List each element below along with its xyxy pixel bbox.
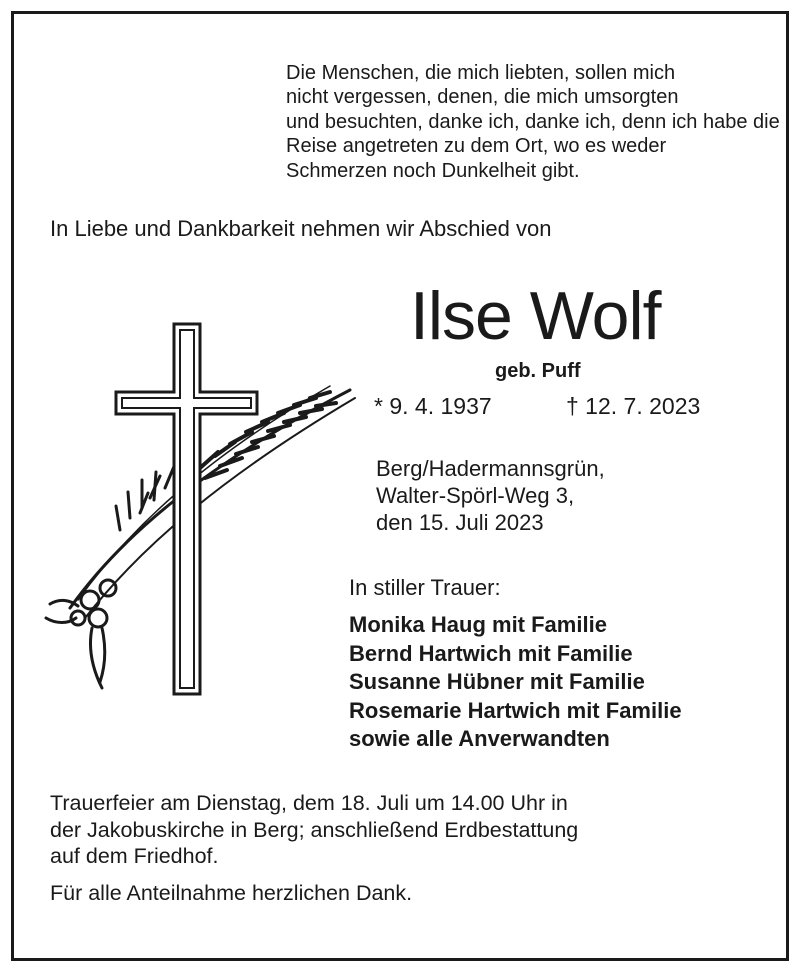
poem-line: und besuchten, danke ich, danke ich, denn ich habe die [286, 110, 780, 133]
mourner-item: Susanne Hübner mit Familie [349, 669, 645, 694]
funeral-info [50, 790, 578, 870]
thanks-text: Für alle Anteilnahme herzlichen Dank. [50, 881, 413, 905]
mourner-item: Rosemarie Hartwich mit Familie [349, 697, 682, 723]
deceased-name: Ilse Wolf [410, 278, 661, 354]
cross-icon [116, 324, 257, 694]
poem-line: nicht vergessen, denen, die mich umsorgten [286, 86, 679, 109]
mourning-label: In stiller Trauer: [349, 575, 501, 600]
birth-date: * 9. 4. 1937 [374, 393, 492, 419]
maiden-name: geb. Puff [495, 360, 581, 382]
funeral-line: auf dem Friedhof. [50, 844, 219, 868]
mourner-item: Bernd Hartwich mit Familie [349, 640, 633, 666]
address-line: Walter-Spörl-Weg 3, [376, 483, 575, 508]
address-line: den 15. Juli 2023 [376, 510, 544, 535]
mourner-item: Monika Haug mit Familie [349, 612, 607, 637]
poem-line: Schmerzen noch Dunkelheit gibt. [286, 159, 580, 182]
funeral-line: der Jakobuskirche in Berg; anschließend Erdbestattung [50, 817, 579, 842]
funeral-line: Trauerfeier am Dienstag, dem 18. Juli um 14.00 Uhr in [50, 791, 568, 815]
death-date: † 12. 7. 2023 [566, 393, 701, 419]
mourner-item: sowie alle Anverwandten [349, 726, 610, 751]
cross-wheat-emblem [30, 318, 365, 710]
poem-text [286, 61, 780, 183]
poem-line: Reise angetreten zu dem Ort, wo es weder [286, 135, 667, 158]
address-block [376, 455, 605, 536]
address-line: Berg/Hadermannsgrün, [376, 456, 605, 481]
poem-line: Die Menschen, die mich liebten, sollen mich [286, 62, 676, 84]
mourners-list [349, 611, 682, 754]
intro-text: In Liebe und Dankbarkeit nehmen wir Abschied von [50, 216, 552, 241]
